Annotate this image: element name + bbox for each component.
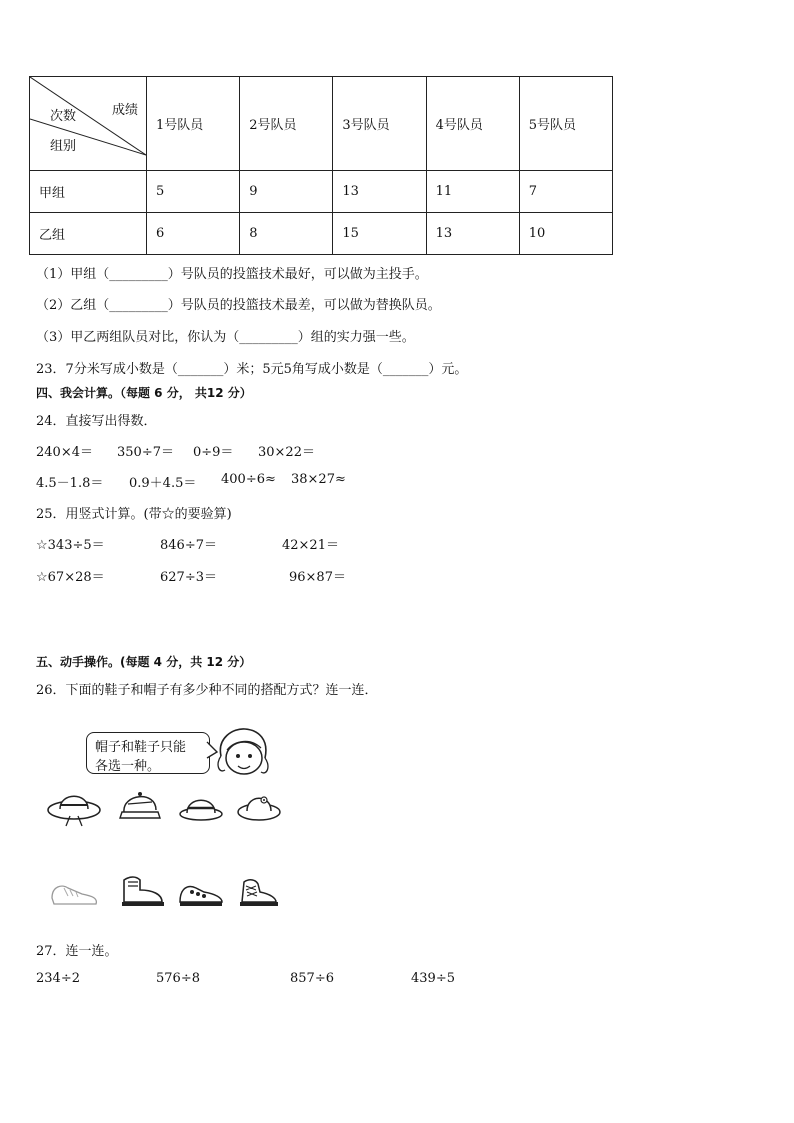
table-cell: 6 <box>147 213 240 255</box>
score-table <box>29 76 613 255</box>
q24-expr: 240×4＝ <box>36 445 93 460</box>
q27-expr: 439÷5 <box>411 971 455 986</box>
table-row <box>30 171 613 213</box>
corner-label-times: 次数 <box>50 109 77 124</box>
hat-3-icon <box>178 790 224 824</box>
q27-expr: 857÷6 <box>290 971 334 986</box>
table-header-cell: 5号队员 <box>519 77 612 171</box>
q22-item-3: （3）甲乙两组队员对比，你认为（_________）组的实力强一些。 <box>36 330 415 345</box>
table-cell: 13 <box>333 171 426 213</box>
table-row <box>30 213 613 255</box>
q24-expr: 0÷9＝ <box>193 445 234 460</box>
q25-title: 25．用竖式计算。(带☆的要验算) <box>36 507 232 522</box>
hat-4-icon <box>236 786 282 824</box>
speech-line-2: 各选一种。 <box>95 759 161 774</box>
hat-2-icon <box>118 786 162 824</box>
corner-label-score: 成绩 <box>112 103 139 118</box>
q27-expr: 234÷2 <box>36 971 80 986</box>
speech-bubble-text <box>95 738 205 776</box>
section-4-heading: 四、我会计算。（每题 6 分， 共12 分） <box>36 386 252 400</box>
q24-expr: 30×22＝ <box>258 445 315 460</box>
diagonal-lines <box>30 77 146 170</box>
section-5-heading: 五、动手操作。(每题 4 分，共 12 分） <box>36 655 252 669</box>
q22-item-1: （1）甲组（_________）号队员的投篮技术最好，可以做为主投手。 <box>36 267 428 282</box>
q24-expr: 350÷7＝ <box>117 445 174 460</box>
q25-expr: 627÷3＝ <box>160 570 217 585</box>
q25-expr: 96×87＝ <box>289 570 346 585</box>
q25-expr: ☆343÷5＝ <box>36 538 105 553</box>
q24-expr: 4.5－1.8＝ <box>36 476 104 491</box>
table-cell: 13 <box>426 213 519 255</box>
girl-face-icon <box>215 726 271 780</box>
q25-expr: 42×21＝ <box>282 538 339 553</box>
q24-expr: 0.9＋4.5＝ <box>129 476 197 491</box>
shoe-2-icon <box>118 872 166 910</box>
shoe-4-icon <box>236 874 280 910</box>
table-cell: 7 <box>519 171 612 213</box>
corner-label-group: 组别 <box>50 139 77 154</box>
q27-title: 27．连一连。 <box>36 944 118 959</box>
q24-expr: 400÷6≈ <box>221 472 276 487</box>
table-cell: 11 <box>426 171 519 213</box>
q23-text: 23．7分米写成小数是（_______）米；5元5角写成小数是（_______）元。 <box>36 362 468 377</box>
table-header-cell: 2号队员 <box>240 77 333 171</box>
table-cell: 9 <box>240 171 333 213</box>
table-cell: 15 <box>333 213 426 255</box>
speech-line-1: 帽子和鞋子只能 <box>95 740 187 755</box>
table-corner-cell <box>30 77 147 171</box>
table-row-label: 甲组 <box>30 171 147 213</box>
table-header-cell: 4号队员 <box>426 77 519 171</box>
table-header-cell: 3号队员 <box>333 77 426 171</box>
shoe-3-icon <box>176 874 226 910</box>
q22-item-2: （2）乙组（_________）号队员的投篮技术最差，可以做为替换队员。 <box>36 298 441 313</box>
q24-title: 24．直接写出得数． <box>36 414 157 429</box>
shoe-1-icon <box>48 876 100 910</box>
table-header-cell: 1号队员 <box>147 77 240 171</box>
table-cell: 8 <box>240 213 333 255</box>
table-row-label: 乙组 <box>30 213 147 255</box>
q25-expr: ☆67×28＝ <box>36 570 105 585</box>
q25-expr: 846÷7＝ <box>160 538 217 553</box>
q26-title: 26．下面的鞋子和帽子有多少种不同的搭配方式？连一连． <box>36 683 378 698</box>
q27-expr: 576÷8 <box>156 971 200 986</box>
hat-1-icon <box>46 786 102 828</box>
table-cell: 5 <box>147 171 240 213</box>
q24-expr: 38×27≈ <box>291 472 346 487</box>
table-cell: 10 <box>519 213 612 255</box>
table-header-row <box>30 77 613 171</box>
